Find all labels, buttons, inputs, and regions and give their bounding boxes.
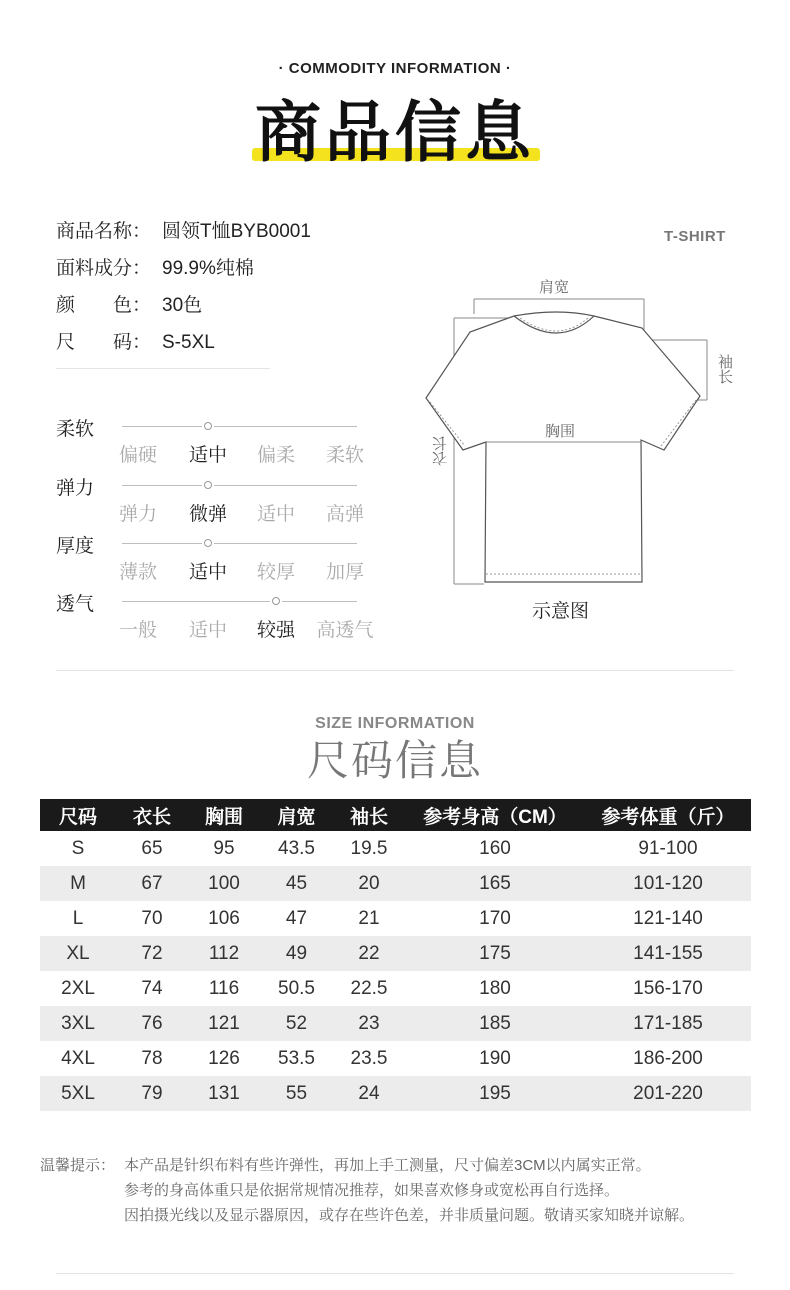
table-cell: 126 xyxy=(208,1047,240,1069)
size-label: 尺 码： xyxy=(56,332,152,353)
table-row xyxy=(40,936,751,971)
table-cell: 5XL xyxy=(40,1076,116,1111)
table-cell: S xyxy=(71,837,85,859)
table-cell: 53.5 xyxy=(278,1047,315,1069)
table-cell: 121-140 xyxy=(633,907,703,929)
feel-option: 适中 xyxy=(256,504,295,525)
table-cell: 116 xyxy=(208,977,240,999)
shoulder-label: 肩宽 xyxy=(539,279,570,296)
feel-scale-line xyxy=(122,485,202,486)
table-cell: 70 xyxy=(141,907,163,929)
fabric-value: 99.9%纯棉 xyxy=(162,258,254,279)
table-cell: 72 xyxy=(116,936,188,971)
size-table-header-cell: 胸围 xyxy=(188,799,260,831)
table-cell: 201-220 xyxy=(585,1076,751,1111)
table-cell: 4XL xyxy=(61,1047,95,1069)
section-divider xyxy=(56,670,734,671)
table-cell: 171-185 xyxy=(585,1006,751,1041)
product-name-value: 圆领T恤BYB0001 xyxy=(162,221,311,242)
table-cell: 95 xyxy=(213,837,235,859)
sleeve-label: 袖长 xyxy=(716,354,733,384)
feel-scale-line xyxy=(122,426,202,427)
size-table-body xyxy=(40,831,751,1111)
table-cell: L xyxy=(72,907,84,929)
table-cell: 170 xyxy=(479,907,511,929)
table-cell: 49 xyxy=(260,936,333,971)
feel-title: 厚度 xyxy=(56,536,95,557)
notes-line-1: 本产品是针织布料有些许弹性，再加上手工测量，尺寸偏差3CM以内属实正常。 xyxy=(124,1157,651,1174)
table-cell: 22.5 xyxy=(350,977,388,999)
table-cell: 175 xyxy=(405,936,585,971)
table-cell: 79 xyxy=(116,1076,188,1111)
table-cell: 21 xyxy=(358,907,380,929)
table-cell: 24 xyxy=(333,1076,405,1111)
table-cell: 22 xyxy=(333,936,405,971)
table-row xyxy=(40,831,751,866)
feel-title: 柔软 xyxy=(56,419,95,440)
table-cell: 20 xyxy=(333,866,405,901)
table-row xyxy=(40,866,751,901)
fabric-label: 面料成分： xyxy=(56,258,152,279)
feel-title: 弹力 xyxy=(56,478,95,499)
table-cell: 65 xyxy=(141,837,163,859)
feel-option: 较强 xyxy=(256,620,295,641)
tshirt-tag: T-SHIRT xyxy=(664,228,726,245)
notes-line-3: 因拍摄光线以及显示器原因，或存在些许色差，并非质量问题。敬请买家知晓并谅解。 xyxy=(124,1207,695,1224)
table-cell: 19.5 xyxy=(350,837,388,859)
feel-option: 一般 xyxy=(118,620,157,641)
product-name-row xyxy=(56,219,311,245)
table-cell: 185 xyxy=(405,1006,585,1041)
table-cell: 23.5 xyxy=(350,1047,388,1069)
table-cell: 52 xyxy=(260,1006,333,1041)
table-cell: 186-200 xyxy=(633,1047,703,1069)
table-row xyxy=(40,901,751,936)
product-name-label: 商品名称： xyxy=(56,221,152,242)
feel-scale-line xyxy=(214,543,357,544)
fabric-row xyxy=(56,256,254,282)
table-cell: 160 xyxy=(479,837,511,859)
feel-option: 适中 xyxy=(188,620,227,641)
feel-option: 弹力 xyxy=(118,504,157,525)
table-row xyxy=(40,971,751,1006)
table-cell: 100 xyxy=(188,866,260,901)
table-cell: M xyxy=(40,866,116,901)
feel-option: 柔软 xyxy=(325,445,364,466)
feel-option: 偏硬 xyxy=(118,445,157,466)
feel-scale-line xyxy=(122,543,202,544)
table-cell: 165 xyxy=(405,866,585,901)
size-row xyxy=(56,330,215,356)
size-value: S-5XL xyxy=(162,332,215,353)
chest-label: 胸围 xyxy=(545,423,576,440)
size-section-title-en: SIZE INFORMATION xyxy=(315,715,475,732)
tshirt-outline xyxy=(426,312,700,582)
section-subtitle-en: · COMMODITY INFORMATION · xyxy=(278,60,512,77)
feel-option: 偏柔 xyxy=(256,445,295,466)
table-cell: 91-100 xyxy=(638,837,698,859)
table-cell: 76 xyxy=(116,1006,188,1041)
table-cell: 101-120 xyxy=(585,866,751,901)
info-divider xyxy=(56,368,270,369)
table-cell: 112 xyxy=(188,936,260,971)
table-cell: 45 xyxy=(260,866,333,901)
feel-option: 较厚 xyxy=(256,562,295,583)
feel-option: 适中 xyxy=(188,562,227,583)
notes-line-2: 参考的身高体重只是依据常规情况推荐，如果喜欢修身或宽松再自行选择。 xyxy=(124,1182,620,1199)
feel-level-marker xyxy=(204,422,212,430)
size-table-header-cell: 参考体重（斤） xyxy=(585,799,751,831)
tshirt-diagram xyxy=(418,290,738,590)
table-cell: 55 xyxy=(260,1076,333,1111)
size-table-header xyxy=(40,799,751,831)
size-table-header-cell: 肩宽 xyxy=(260,799,333,831)
bottom-divider xyxy=(56,1273,734,1274)
color-row xyxy=(56,293,202,319)
table-cell: 195 xyxy=(405,1076,585,1111)
table-cell: 78 xyxy=(141,1047,163,1069)
table-cell: 121 xyxy=(188,1006,260,1041)
feel-option: 微弹 xyxy=(188,504,227,525)
table-cell: 43.5 xyxy=(278,837,315,859)
feel-title: 透气 xyxy=(56,594,95,615)
size-table-header-cell: 衣长 xyxy=(116,799,188,831)
feel-scale-line xyxy=(214,485,357,486)
table-cell: 141-155 xyxy=(585,936,751,971)
feel-scale-line xyxy=(122,601,270,602)
table-row xyxy=(40,1006,751,1041)
table-cell: 156-170 xyxy=(633,977,703,999)
color-label: 颜 色： xyxy=(56,295,152,316)
diagram-caption: 示意图 xyxy=(532,601,590,622)
notes-label: 温馨提示： xyxy=(40,1157,116,1174)
feel-level-marker xyxy=(204,481,212,489)
title-wrapper xyxy=(0,92,790,172)
size-section-title: 尺码信息 xyxy=(306,737,483,784)
table-cell: 190 xyxy=(479,1047,511,1069)
table-cell: 131 xyxy=(188,1076,260,1111)
feel-level-marker xyxy=(272,597,280,605)
table-row xyxy=(40,1041,751,1076)
size-table-header-cell: 尺码 xyxy=(40,799,116,831)
table-row xyxy=(40,1076,751,1111)
table-cell: 23 xyxy=(333,1006,405,1041)
size-table xyxy=(40,799,751,1111)
feel-option: 高弹 xyxy=(325,504,364,525)
page-title: 商品信息 xyxy=(255,95,535,169)
table-cell: 67 xyxy=(116,866,188,901)
table-cell: XL xyxy=(40,936,116,971)
table-cell: 50.5 xyxy=(278,977,315,999)
feel-option: 加厚 xyxy=(325,562,364,583)
size-table-header-cell: 袖长 xyxy=(333,799,405,831)
size-table-header-cell: 参考身高（CM） xyxy=(405,799,585,831)
table-cell: 47 xyxy=(285,907,308,929)
feel-scale-line xyxy=(214,426,357,427)
feel-level-marker xyxy=(204,539,212,547)
table-cell: 3XL xyxy=(40,1006,116,1041)
color-value: 30色 xyxy=(162,295,203,316)
table-cell: 106 xyxy=(208,907,240,929)
feel-option: 高透气 xyxy=(316,620,374,641)
feel-option: 薄款 xyxy=(118,562,157,583)
table-cell: 180 xyxy=(479,977,511,999)
table-cell: 74 xyxy=(141,977,163,999)
length-label: 衣长 xyxy=(432,436,449,466)
feel-scale-line xyxy=(282,601,357,602)
table-cell: 2XL xyxy=(61,977,95,999)
feel-option: 适中 xyxy=(188,445,227,466)
